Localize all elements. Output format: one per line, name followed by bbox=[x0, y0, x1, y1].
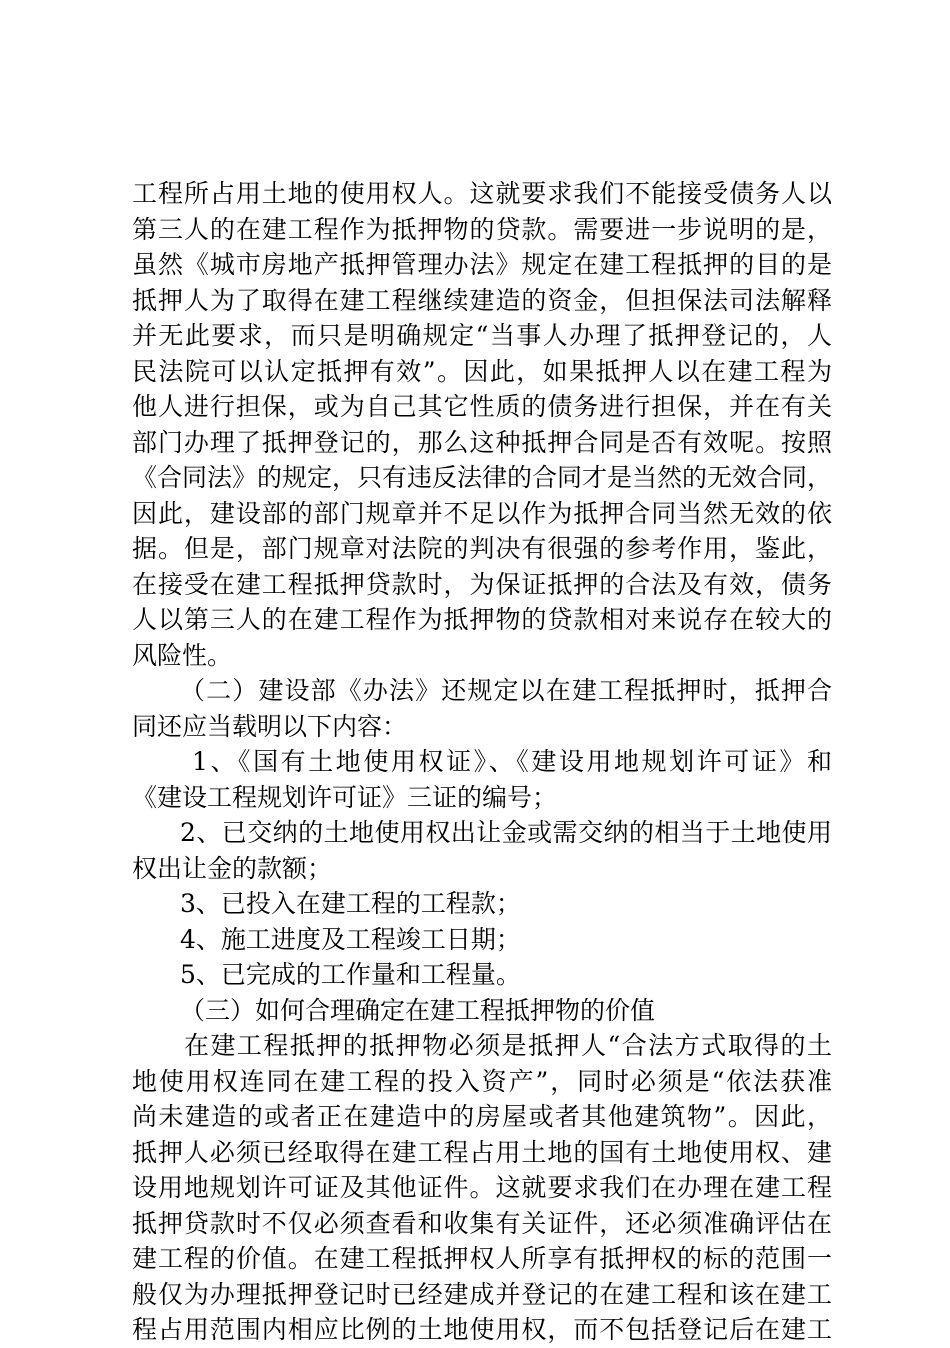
text-line: 权出让金的款额； bbox=[132, 853, 333, 883]
text-line: 抵押人为了取得在建工程继续建造的资金，但担保法司法解释 bbox=[132, 285, 832, 315]
document-body bbox=[132, 176, 832, 1348]
text-line: 尚未建造的或者正在建造中的房屋或者其他建筑物”。因此， bbox=[132, 1102, 832, 1131]
text-line: 设用地规划许可证及其他证件。这就要求我们在办理在建工程 bbox=[132, 1173, 832, 1202]
list-item-5: 5、已完成的工作量和工程量。 bbox=[180, 960, 521, 989]
text-line: 地使用权连同在建工程的投入资产”，同时必须是“依法获准 bbox=[132, 1066, 832, 1096]
text-line: 建工程的价值。在建工程抵押权人所享有抵押权的标的范围一 bbox=[132, 1244, 832, 1273]
text-line: 他人进行担保，或为自己其它性质的债务进行担保，并在有关 bbox=[132, 392, 832, 421]
text-line: 在接受在建工程抵押贷款时，为保证抵押的合法及有效，债务 bbox=[132, 569, 832, 599]
text-line: 据。但是，部门规章对法院的判决有很强的参考作用，鉴此， bbox=[132, 534, 832, 563]
text-line: 风险性。 bbox=[132, 640, 233, 670]
section-heading-2: （二）建设部《办法》还规定以在建工程抵押时，抵押合 bbox=[180, 676, 832, 705]
text-line: 人以第三人的在建工程作为抵押物的贷款相对来说存在较大的 bbox=[132, 605, 832, 634]
text-line: 虽然《城市房地产抵押管理办法》规定在建工程抵押的目的是 bbox=[132, 250, 832, 279]
text-line: 民法院可以认定抵押有效”。因此，如果抵押人以在建工程为 bbox=[132, 356, 832, 386]
list-item-3: 3、已投入在建工程的工程款； bbox=[180, 889, 521, 918]
text-line: 抵押人必须已经取得在建工程占用土地的国有土地使用权、建 bbox=[132, 1137, 832, 1167]
text-line: 《建设工程规划许可证》三证的编号； bbox=[132, 782, 558, 812]
list-item-1: 1、《国有土地使用权证》、《建设用地规划许可证》和 bbox=[192, 747, 832, 776]
text-line: 部门办理了抵押登记的，那么这种抵押合同是否有效呢。按照 bbox=[132, 427, 832, 457]
text-line: 工程所占用土地的使用权人。这就要求我们不能接受债务人以 bbox=[132, 179, 832, 208]
text-line: 因此，建设部的部门规章并不足以作为抵押合同当然无效的依 bbox=[132, 498, 832, 528]
section-heading-3: （三）如何合理确定在建工程抵押物的价值 bbox=[180, 995, 656, 1025]
text-line: 第三人的在建工程作为抵押物的贷款。需要进一步说明的是， bbox=[132, 214, 832, 244]
list-item-4: 4、施工进度及工程竣工日期； bbox=[180, 924, 521, 954]
text-line: 在建工程抵押的抵押物必须是抵押人“合法方式取得的土 bbox=[184, 1031, 832, 1060]
text-line: 程占用范围内相应比例的土地使用权，而不包括登记后在建工 bbox=[132, 1315, 832, 1344]
text-line: 般仅为办理抵押登记时已经建成并登记的在建工程和该在建工 bbox=[132, 1279, 832, 1309]
list-item-2: 2、已交纳的土地使用权出让金或需交纳的相当于土地使用 bbox=[180, 818, 832, 847]
text-line: 同还应当载明以下内容： bbox=[132, 711, 408, 741]
text-line: 《合同法》的规定，只有违反法律的合同才是当然的无效合同， bbox=[132, 463, 833, 492]
text-line: 抵押贷款时不仅必须查看和收集有关证件，还必须准确评估在 bbox=[132, 1208, 832, 1238]
text-line: 并无此要求，而只是明确规定“当事人办理了抵押登记的，人 bbox=[132, 321, 832, 350]
